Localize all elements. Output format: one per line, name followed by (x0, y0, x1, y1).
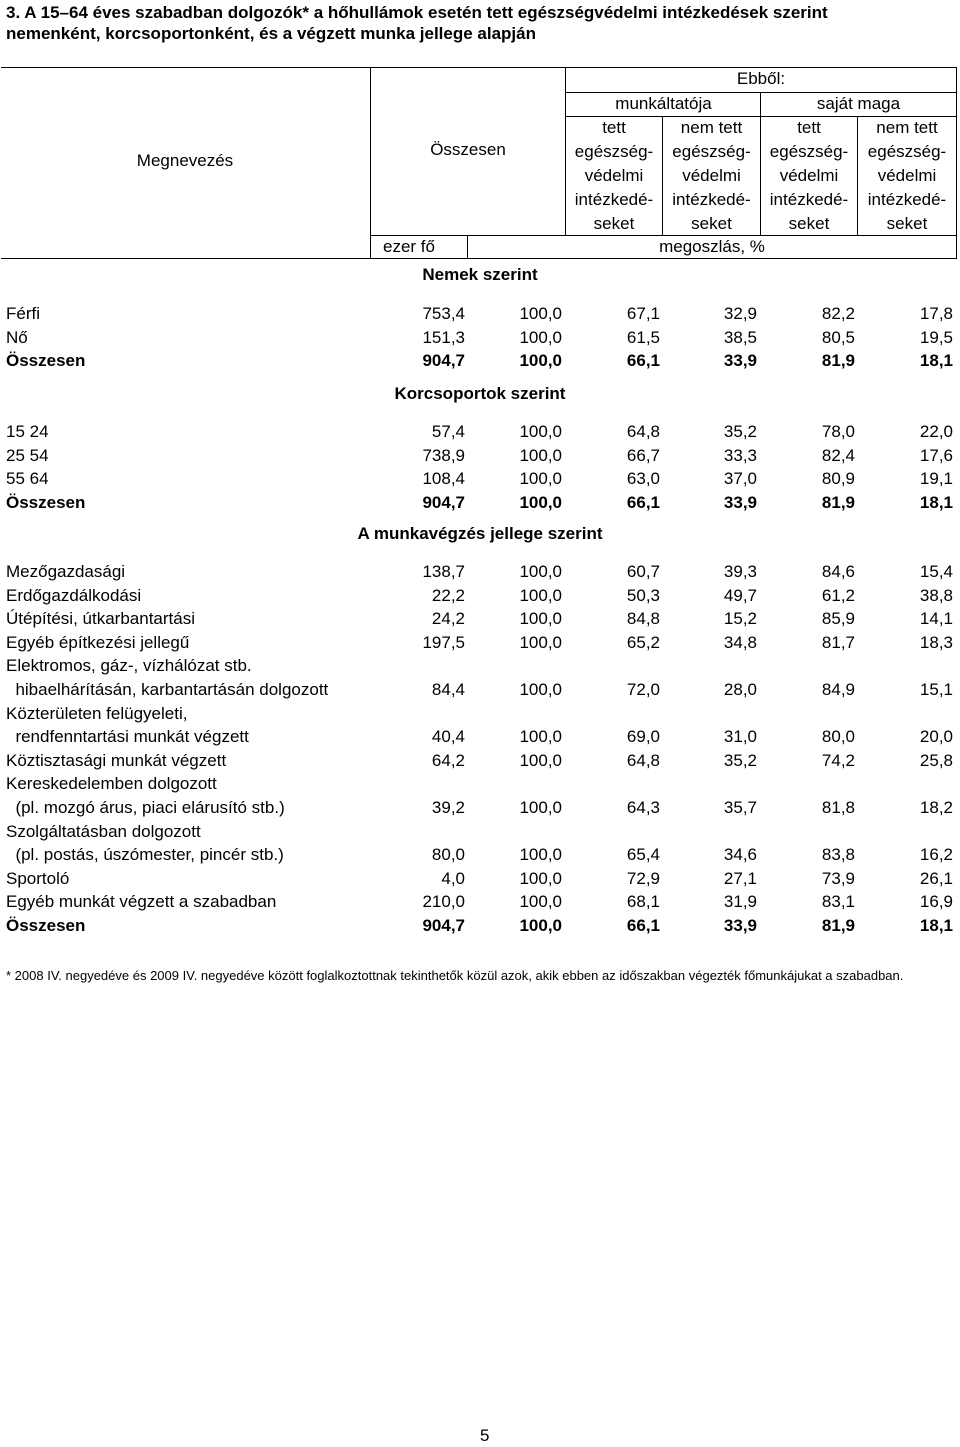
table-row (0, 631, 960, 655)
table-cell: 26,1 (919, 868, 953, 888)
title-line-1: 3. A 15–64 éves szabadban dolgozók* a hőhullámok esetén tett egészségvédelmi intézkedések szerint (6, 3, 828, 22)
row-label: Elektromos, gáz-, vízhálózat stb. (6, 656, 252, 676)
table-row-label-line (0, 820, 960, 844)
table-cell: 84,6 (821, 562, 855, 581)
table-cell: 100,0 (519, 585, 562, 605)
table-cell: 81,9 (821, 351, 855, 371)
table-row (0, 491, 960, 515)
table-cell: 22,0 (919, 422, 953, 441)
table-row (0, 843, 960, 867)
table-cell: 38,8 (919, 585, 953, 605)
header-nem-tett-self: nem tett egészség- védelmi intézkedé- seket (867, 118, 947, 233)
table-cell: 34,8 (723, 632, 757, 652)
table-cell: 100,0 (519, 422, 562, 441)
footnote: * 2008 IV. negyedéve és 2009 IV. negyedéve között foglalkoztottnak tekinthetők közül azok, akik ebben az időszakban végezték főmunkájukat a szabadban. (6, 968, 904, 983)
row-label: Sportoló (6, 868, 70, 888)
table-row (0, 326, 960, 350)
table-cell: 40,4 (431, 727, 465, 747)
table-cell: 25,8 (919, 750, 953, 770)
header-tett-employer: tett egészség- védelmi intézkedé- seket (574, 118, 654, 233)
table-cell: 151,3 (422, 327, 465, 347)
table-cell: 32,9 (723, 304, 757, 323)
table-cell: 61,5 (626, 327, 660, 347)
header-unit-megoszlas: megoszlás, % (659, 237, 765, 256)
table-cell: 80,0 (821, 727, 855, 747)
table-cell: 50,3 (626, 585, 660, 605)
row-label: hibaelhárításán, karbantartásán dolgozott (6, 680, 329, 699)
table-row (0, 890, 960, 914)
table-row (0, 349, 960, 373)
table-cell: 18,2 (919, 798, 953, 817)
table-cell: 20,0 (919, 727, 953, 747)
table-cell: 33,9 (723, 351, 757, 371)
table-cell: 38,5 (723, 327, 757, 347)
table-cell: 738,9 (422, 445, 465, 465)
section-title: A munkavégzés jellege szerint (357, 524, 603, 543)
table-cell: 100,0 (519, 445, 562, 465)
table-cell: 100,0 (519, 469, 562, 489)
table-cell: 100,0 (519, 680, 562, 699)
table-cell: 16,2 (919, 845, 953, 865)
table-cell: 904,7 (422, 351, 465, 371)
table-cell: 67,1 (626, 304, 660, 323)
table-cell: 82,4 (821, 445, 855, 465)
table-cell: 27,1 (723, 868, 757, 888)
table-cell: 753,4 (422, 304, 465, 323)
table-cell: 100,0 (519, 351, 562, 371)
page-number: 5 (480, 1426, 490, 1445)
table-cell: 80,9 (821, 469, 855, 489)
table-cell: 60,7 (626, 562, 660, 581)
table-cell: 100,0 (519, 304, 562, 323)
row-label: (pl. mozgó árus, piaci elárusító stb.) (6, 798, 285, 817)
table-cell: 100,0 (519, 727, 562, 747)
table-row (0, 607, 960, 631)
table-row (0, 914, 960, 938)
table-row (0, 467, 960, 491)
table-cell: 210,0 (422, 892, 465, 912)
table-row (0, 584, 960, 608)
header-munkaltatoja: munkáltatója (615, 94, 712, 113)
row-label: Köztisztasági munkát végzett (6, 750, 227, 770)
table-row (0, 678, 960, 702)
table-cell: 100,0 (519, 798, 562, 817)
header-megnevezes: Megnevezés (136, 151, 234, 170)
table-row-label-line (0, 772, 960, 796)
table-cell: 66,1 (626, 492, 660, 512)
table-cell: 33,9 (723, 916, 757, 935)
table-cell: 14,1 (919, 609, 953, 629)
table-cell: 83,8 (821, 845, 855, 865)
table-cell: 18,1 (919, 351, 953, 371)
table-cell: 85,9 (821, 609, 855, 629)
row-label: Kereskedelemben dolgozott (6, 774, 217, 794)
table-cell: 100,0 (519, 327, 562, 347)
table-row (0, 749, 960, 773)
row-label: Szolgáltatásban dolgozott (6, 821, 201, 841)
header-ebbol: Ebből: (736, 69, 786, 88)
table-cell: 82,2 (821, 304, 855, 323)
table-row (0, 560, 960, 584)
table-cell: 4,0 (441, 868, 465, 888)
table-cell: 39,3 (723, 562, 757, 581)
table-cell: 108,4 (422, 469, 465, 489)
table-cell: 18,1 (919, 492, 953, 512)
table-cell: 84,4 (431, 680, 465, 699)
table-cell: 138,7 (422, 562, 465, 581)
table-cell: 34,6 (723, 845, 757, 865)
row-label: Összesen (6, 492, 86, 512)
table-cell: 19,5 (919, 327, 953, 347)
table-cell: 66,1 (626, 351, 660, 371)
table-cell: 24,2 (431, 609, 465, 629)
table-cell: 15,1 (919, 680, 953, 699)
table-row (0, 420, 960, 444)
header-divider (956, 67, 957, 259)
table-row (0, 867, 960, 891)
row-label: Összesen (6, 351, 86, 371)
row-label: Nő (6, 327, 28, 347)
table-cell: 84,9 (821, 680, 855, 699)
table-cell: 84,8 (626, 609, 660, 629)
row-label: 55 64 (6, 469, 49, 489)
table-cell: 68,1 (626, 892, 660, 912)
section-title: Nemek szerint (422, 265, 538, 284)
table-row (0, 302, 960, 326)
table-row-label-line (0, 654, 960, 678)
table-cell: 100,0 (519, 845, 562, 865)
row-label: Erdőgazdálkodási (6, 585, 142, 605)
table-cell: 66,7 (626, 445, 660, 465)
table-cell: 22,2 (431, 585, 465, 605)
table-cell: 15,2 (723, 609, 757, 629)
table-cell: 49,7 (723, 585, 757, 605)
table-cell: 64,2 (431, 750, 465, 770)
table-cell: 100,0 (519, 492, 562, 512)
table-cell: 17,6 (919, 445, 953, 465)
table-cell: 31,0 (723, 727, 757, 747)
table-cell: 16,9 (919, 892, 953, 912)
table-cell: 33,9 (723, 492, 757, 512)
table-row (0, 444, 960, 468)
table-cell: 100,0 (519, 632, 562, 652)
table-cell: 100,0 (519, 609, 562, 629)
header-nem-tett-employer: nem tett egészség- védelmi intézkedé- seket (672, 118, 751, 233)
table-cell: 100,0 (519, 750, 562, 770)
table-row (0, 796, 960, 820)
table-cell: 15,4 (919, 562, 953, 581)
table-cell: 78,0 (821, 422, 855, 441)
table-cell: 33,3 (723, 445, 757, 465)
table-cell: 72,0 (626, 680, 660, 699)
table-cell: 73,9 (821, 868, 855, 888)
row-label: 15 24 (6, 422, 49, 441)
table-cell: 17,8 (919, 304, 953, 323)
row-label: Férfi (6, 304, 40, 323)
table-cell: 28,0 (723, 680, 757, 699)
row-label: Útépítési, útkarbantartási (6, 609, 195, 629)
table-cell: 61,2 (821, 585, 855, 605)
table-cell: 18,1 (919, 916, 953, 935)
header-osszesen: Összesen (430, 140, 506, 159)
header-tett-self: tett egészség- védelmi intézkedé- seket (769, 118, 849, 233)
table-title (6, 2, 956, 44)
table-cell: 100,0 (519, 868, 562, 888)
table-cell: 83,1 (821, 892, 855, 912)
row-label: 25 54 (6, 445, 49, 465)
row-label: rendfenntartási munkát végzett (6, 727, 249, 747)
row-label: Mezőgazdasági (6, 562, 126, 581)
section-title: Korcsoportok szerint (394, 384, 566, 403)
table-cell: 64,8 (626, 750, 660, 770)
table-cell: 64,8 (626, 422, 660, 441)
table-cell: 18,3 (919, 632, 953, 652)
header-unit-ezer-fo: ezer fő (383, 237, 435, 256)
row-label: Egyéb építkezési jellegű (6, 632, 190, 652)
header-divider (370, 67, 371, 259)
table-cell: 57,4 (431, 422, 465, 441)
table-cell: 65,4 (626, 845, 660, 865)
table-cell: 81,9 (821, 492, 855, 512)
table-cell: 69,0 (626, 727, 660, 747)
table-cell: 65,2 (626, 632, 660, 652)
table-cell: 39,2 (431, 798, 465, 817)
table-cell: 72,9 (626, 868, 660, 888)
table-row-label-line (0, 702, 960, 726)
row-label: Összesen (6, 916, 86, 935)
table-cell: 100,0 (519, 562, 562, 581)
table-cell: 100,0 (519, 916, 562, 935)
table-cell: 35,2 (723, 422, 757, 441)
row-label: Közterületen felügyeleti, (6, 703, 188, 723)
row-label: Egyéb munkát végzett a szabadban (6, 892, 277, 912)
table-cell: 35,7 (723, 798, 757, 817)
table-cell: 35,2 (723, 750, 757, 770)
table-cell: 64,3 (626, 798, 660, 817)
header-sajat-maga: saját maga (816, 94, 901, 113)
table-cell: 80,5 (821, 327, 855, 347)
table-cell: 100,0 (519, 892, 562, 912)
table-cell: 81,7 (821, 632, 855, 652)
table-cell: 904,7 (422, 916, 465, 935)
table-cell: 80,0 (431, 845, 465, 865)
table-cell: 19,1 (919, 469, 953, 489)
table-cell: 37,0 (723, 469, 757, 489)
table-cell: 31,9 (723, 892, 757, 912)
table-cell: 81,8 (821, 798, 855, 817)
row-label: (pl. postás, úszómester, pincér stb.) (6, 845, 284, 865)
table-cell: 74,2 (821, 750, 855, 770)
title-line-2: nemenként, korcsoportonként, és a végzett munka jellege alapján (6, 24, 536, 43)
table-cell: 63,0 (626, 469, 660, 489)
table-cell: 66,1 (626, 916, 660, 935)
table-cell: 81,9 (821, 916, 855, 935)
table-row (0, 725, 960, 749)
table-cell: 904,7 (422, 492, 465, 512)
table-cell: 197,5 (422, 632, 465, 652)
